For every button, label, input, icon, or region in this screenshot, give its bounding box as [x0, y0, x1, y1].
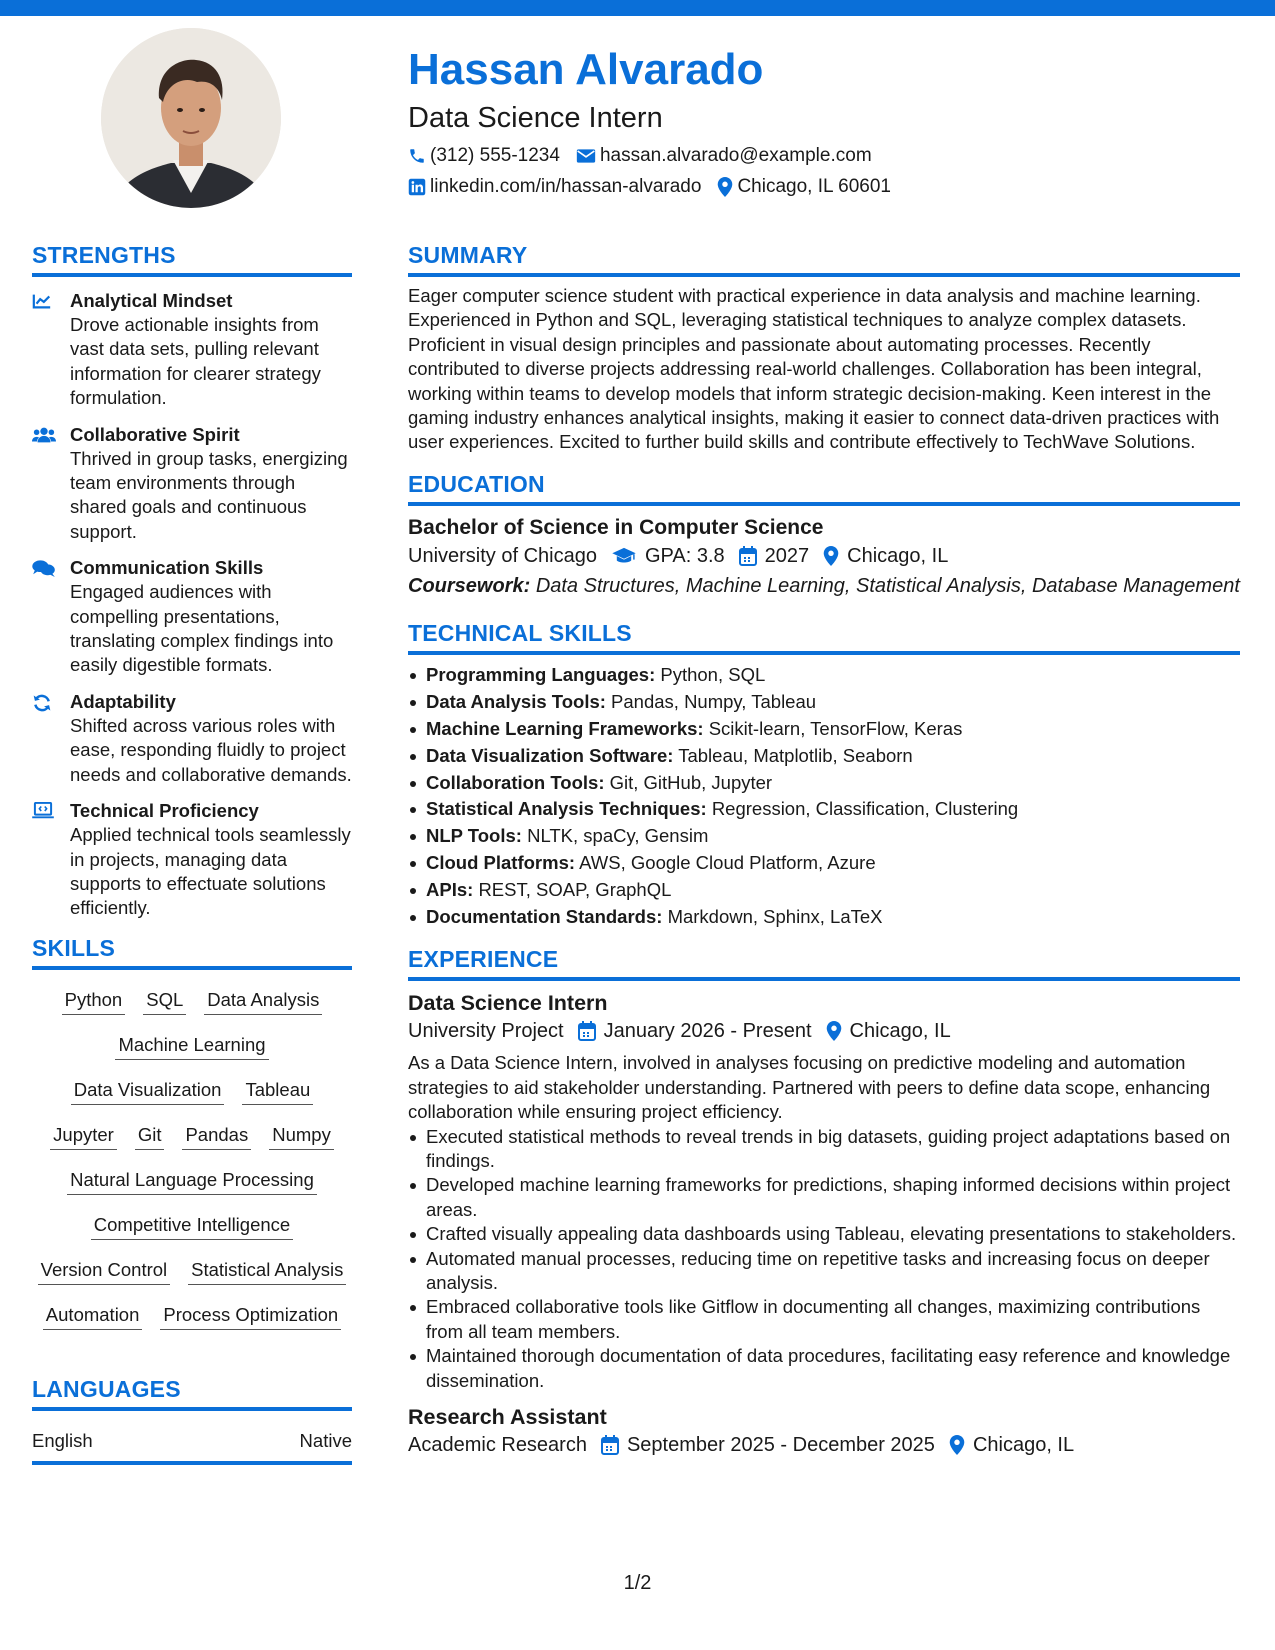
education-location: Chicago, IL [823, 542, 948, 570]
map-marker-icon [823, 546, 839, 566]
skills-list [32, 980, 352, 1340]
comments-icon [32, 559, 56, 577]
linkedin-text: linkedin.com/in/hassan-alvarado [430, 176, 702, 197]
list-item: NLP Tools: NLTK, spaCy, Gensim [408, 823, 1240, 850]
skill-chip: Data Visualization [71, 1078, 225, 1105]
location-text: Chicago, IL 60601 [737, 176, 891, 197]
skill-chip: Tableau [242, 1078, 313, 1105]
skill-chip: Data Analysis [204, 988, 322, 1015]
skill-chip: SQL [143, 988, 186, 1015]
list-item: Data Analysis Tools: Pandas, Numpy, Tableau [408, 689, 1240, 716]
technical-skills-list [408, 662, 1240, 930]
skill-chip: Natural Language Processing [67, 1168, 317, 1195]
skill-row [32, 1115, 352, 1160]
strength-description: Drove actionable insights from vast data sets, pulling relevant information for clearer strategy formulation. [70, 314, 321, 409]
job-meta [408, 1431, 1240, 1459]
list-item: Embraced collaborative tools like Gitflow in documenting all changes, maximizing contributions from all team members. [408, 1295, 1240, 1344]
list-item: Documentation Standards: Markdown, Sphinx, LaTeX [408, 904, 1240, 931]
job-dates: September 2025 - December 2025 [601, 1431, 935, 1459]
strengths-list [32, 289, 352, 921]
strength-heading: Collaborative Spirit [70, 423, 240, 445]
list-item: Automated manual processes, reducing time on repetitive tasks and increasing focus on deeper analysis. [408, 1247, 1240, 1296]
strength-description: Shifted across various roles with ease, responding fluidly to project needs and collaborative demands. [70, 714, 352, 785]
summary-text: Eager computer science student with practical experience in data analysis and machine learning. Experienced in Python and SQL, leveraging statistical techniques to analyze complex datasets. Proficient in visual design principles and passionate about automating processes. Recently contributed to diverse projects addressing real-world challenges. Collaboration has been integral, working within teams to develop models that inform strategic decision-making. Keen interest in the gaming industry enhances analytical insights, making it easier to connect data-driven practices with user experiences. Excited to further build skills and contribute effectively to TechWave Solutions. [408, 285, 1220, 453]
strength-item [32, 799, 352, 921]
candidate-title: Data Science Intern [408, 102, 663, 134]
resume-header [408, 42, 1248, 199]
strength-description: Engaged audiences with compelling presentations, translating complex findings into easily digestible formats. [70, 581, 334, 676]
language-row [32, 1429, 352, 1465]
languages-heading: LANGUAGES [32, 1374, 352, 1411]
strength-heading: Adaptability [70, 690, 176, 712]
strength-item [32, 690, 352, 787]
skill-row [32, 1250, 352, 1295]
strength-item [32, 289, 352, 411]
strength-description: Thrived in group tasks, energizing team environments through shared goals and continuous support. [70, 447, 348, 542]
job-title: Data Science Intern [408, 991, 608, 1016]
strengths-heading: STRENGTHS [32, 240, 352, 277]
strength-heading: Communication Skills [70, 557, 264, 579]
language-name: English [32, 1429, 93, 1451]
strength-heading: Technical Proficiency [70, 800, 259, 822]
coursework: Coursework: Data Structures, Machine Learning, Statistical Analysis, Database Management [408, 574, 1240, 597]
experience-heading: EXPERIENCE [408, 944, 1240, 981]
job-location: Chicago, IL [826, 1017, 951, 1045]
list-item: Collaboration Tools: Git, GitHub, Jupyter [408, 770, 1240, 797]
contact-email[interactable] [576, 144, 872, 168]
skill-chip: Jupyter [50, 1123, 117, 1150]
linkedin-icon [408, 178, 426, 196]
job-meta [408, 1017, 1240, 1045]
map-marker-icon [826, 1021, 842, 1041]
right-column [408, 240, 1240, 1459]
graduation-year: 2027 [739, 542, 810, 570]
strength-item [32, 423, 352, 545]
skill-chip: Machine Learning [115, 1033, 268, 1060]
list-item: Developed machine learning frameworks for predictions, shaping informed decisions within project areas. [408, 1173, 1240, 1222]
skill-row [32, 980, 352, 1025]
graduation-cap-icon [611, 547, 637, 565]
gpa: GPA: 3.8 [611, 542, 725, 570]
list-item: Statistical Analysis Techniques: Regression, Classification, Clustering [408, 796, 1240, 823]
phone-text: (312) 555-1234 [430, 145, 560, 166]
job-org: Academic Research [408, 1434, 587, 1456]
page-number: 1/2 [623, 1572, 652, 1594]
language-level: Native [299, 1429, 352, 1451]
candidate-name: Hassan Alvarado [408, 45, 764, 94]
job-title: Research Assistant [408, 1405, 607, 1429]
education-heading: EDUCATION [408, 469, 1240, 506]
users-icon [32, 426, 56, 444]
envelope-icon [576, 147, 596, 165]
skill-row [32, 1205, 352, 1250]
strength-heading: Analytical Mindset [70, 290, 233, 311]
list-item: Executed statistical methods to reveal trends in big datasets, guiding project adaptations based on findings. [408, 1125, 1240, 1174]
technical-skills-heading: TECHNICAL SKILLS [408, 618, 1240, 655]
skill-row [32, 1160, 352, 1205]
calendar-icon [739, 546, 757, 566]
job-dates: January 2026 - Present [578, 1017, 812, 1045]
contact-row-2 [408, 175, 1248, 199]
list-item: Cloud Platforms: AWS, Google Cloud Platform, Azure [408, 850, 1240, 877]
skill-chip: Competitive Intelligence [91, 1213, 293, 1240]
list-item: Maintained thorough documentation of data procedures, facilitating easy reference and knowledge dissemination. [408, 1344, 1240, 1393]
contact-linkedin[interactable] [408, 175, 701, 199]
job-location: Chicago, IL [949, 1431, 1074, 1459]
education-meta [408, 542, 1240, 570]
calendar-icon [601, 1435, 619, 1455]
left-column [32, 240, 352, 1465]
chart-line-icon [32, 292, 52, 310]
skill-row [32, 1295, 352, 1340]
strength-description: Applied technical tools seamlessly in projects, managing data supports to effectuate solutions efficiently. [70, 824, 351, 919]
skill-chip: Automation [43, 1303, 143, 1330]
skill-chip: Version Control [38, 1258, 170, 1285]
list-item: APIs: REST, SOAP, GraphQL [408, 877, 1240, 904]
job-bullets [408, 1125, 1240, 1393]
skill-row [32, 1025, 352, 1070]
sync-icon [32, 693, 52, 713]
degree-title: Bachelor of Science in Computer Science [408, 515, 824, 539]
laptop-code-icon [32, 802, 54, 820]
strength-item [32, 556, 352, 678]
contact-location [717, 175, 891, 199]
contact-row-1 [408, 144, 1248, 168]
list-item: Data Visualization Software: Tableau, Matplotlib, Seaborn [408, 743, 1240, 770]
top-accent-bar [0, 0, 1275, 16]
list-item: Programming Languages: Python, SQL [408, 662, 1240, 689]
skill-row [32, 1070, 352, 1115]
calendar-icon [578, 1021, 596, 1041]
skill-chip: Statistical Analysis [188, 1258, 346, 1285]
skill-chip: Python [62, 988, 126, 1015]
summary-heading: SUMMARY [408, 240, 1240, 277]
skill-chip: Process Optimization [160, 1303, 341, 1330]
list-item: Machine Learning Frameworks: Scikit-learn, TensorFlow, Keras [408, 716, 1240, 743]
skills-heading: SKILLS [32, 933, 352, 970]
map-marker-icon [949, 1435, 965, 1455]
contact-phone[interactable] [408, 144, 560, 168]
skill-chip: Numpy [269, 1123, 334, 1150]
phone-icon [408, 147, 426, 165]
job-org: University Project [408, 1020, 564, 1043]
email-text: hassan.alvarado@example.com [599, 145, 872, 166]
job-description: As a Data Science Intern, involved in analyses focusing on predictive modeling and automation strategies to aid stakeholder understanding. Partnered with peers to define data scope, enhancing collaboration while ensuring project efficiency. [408, 1052, 1211, 1123]
profile-photo [101, 28, 281, 208]
skill-chip: Pandas [182, 1123, 251, 1150]
skill-chip: Git [135, 1123, 165, 1150]
map-marker-icon [717, 177, 733, 197]
school-name: University of Chicago [408, 544, 597, 567]
list-item: Crafted visually appealing data dashboards using Tableau, elevating presentations to stakeholders. [408, 1222, 1240, 1246]
